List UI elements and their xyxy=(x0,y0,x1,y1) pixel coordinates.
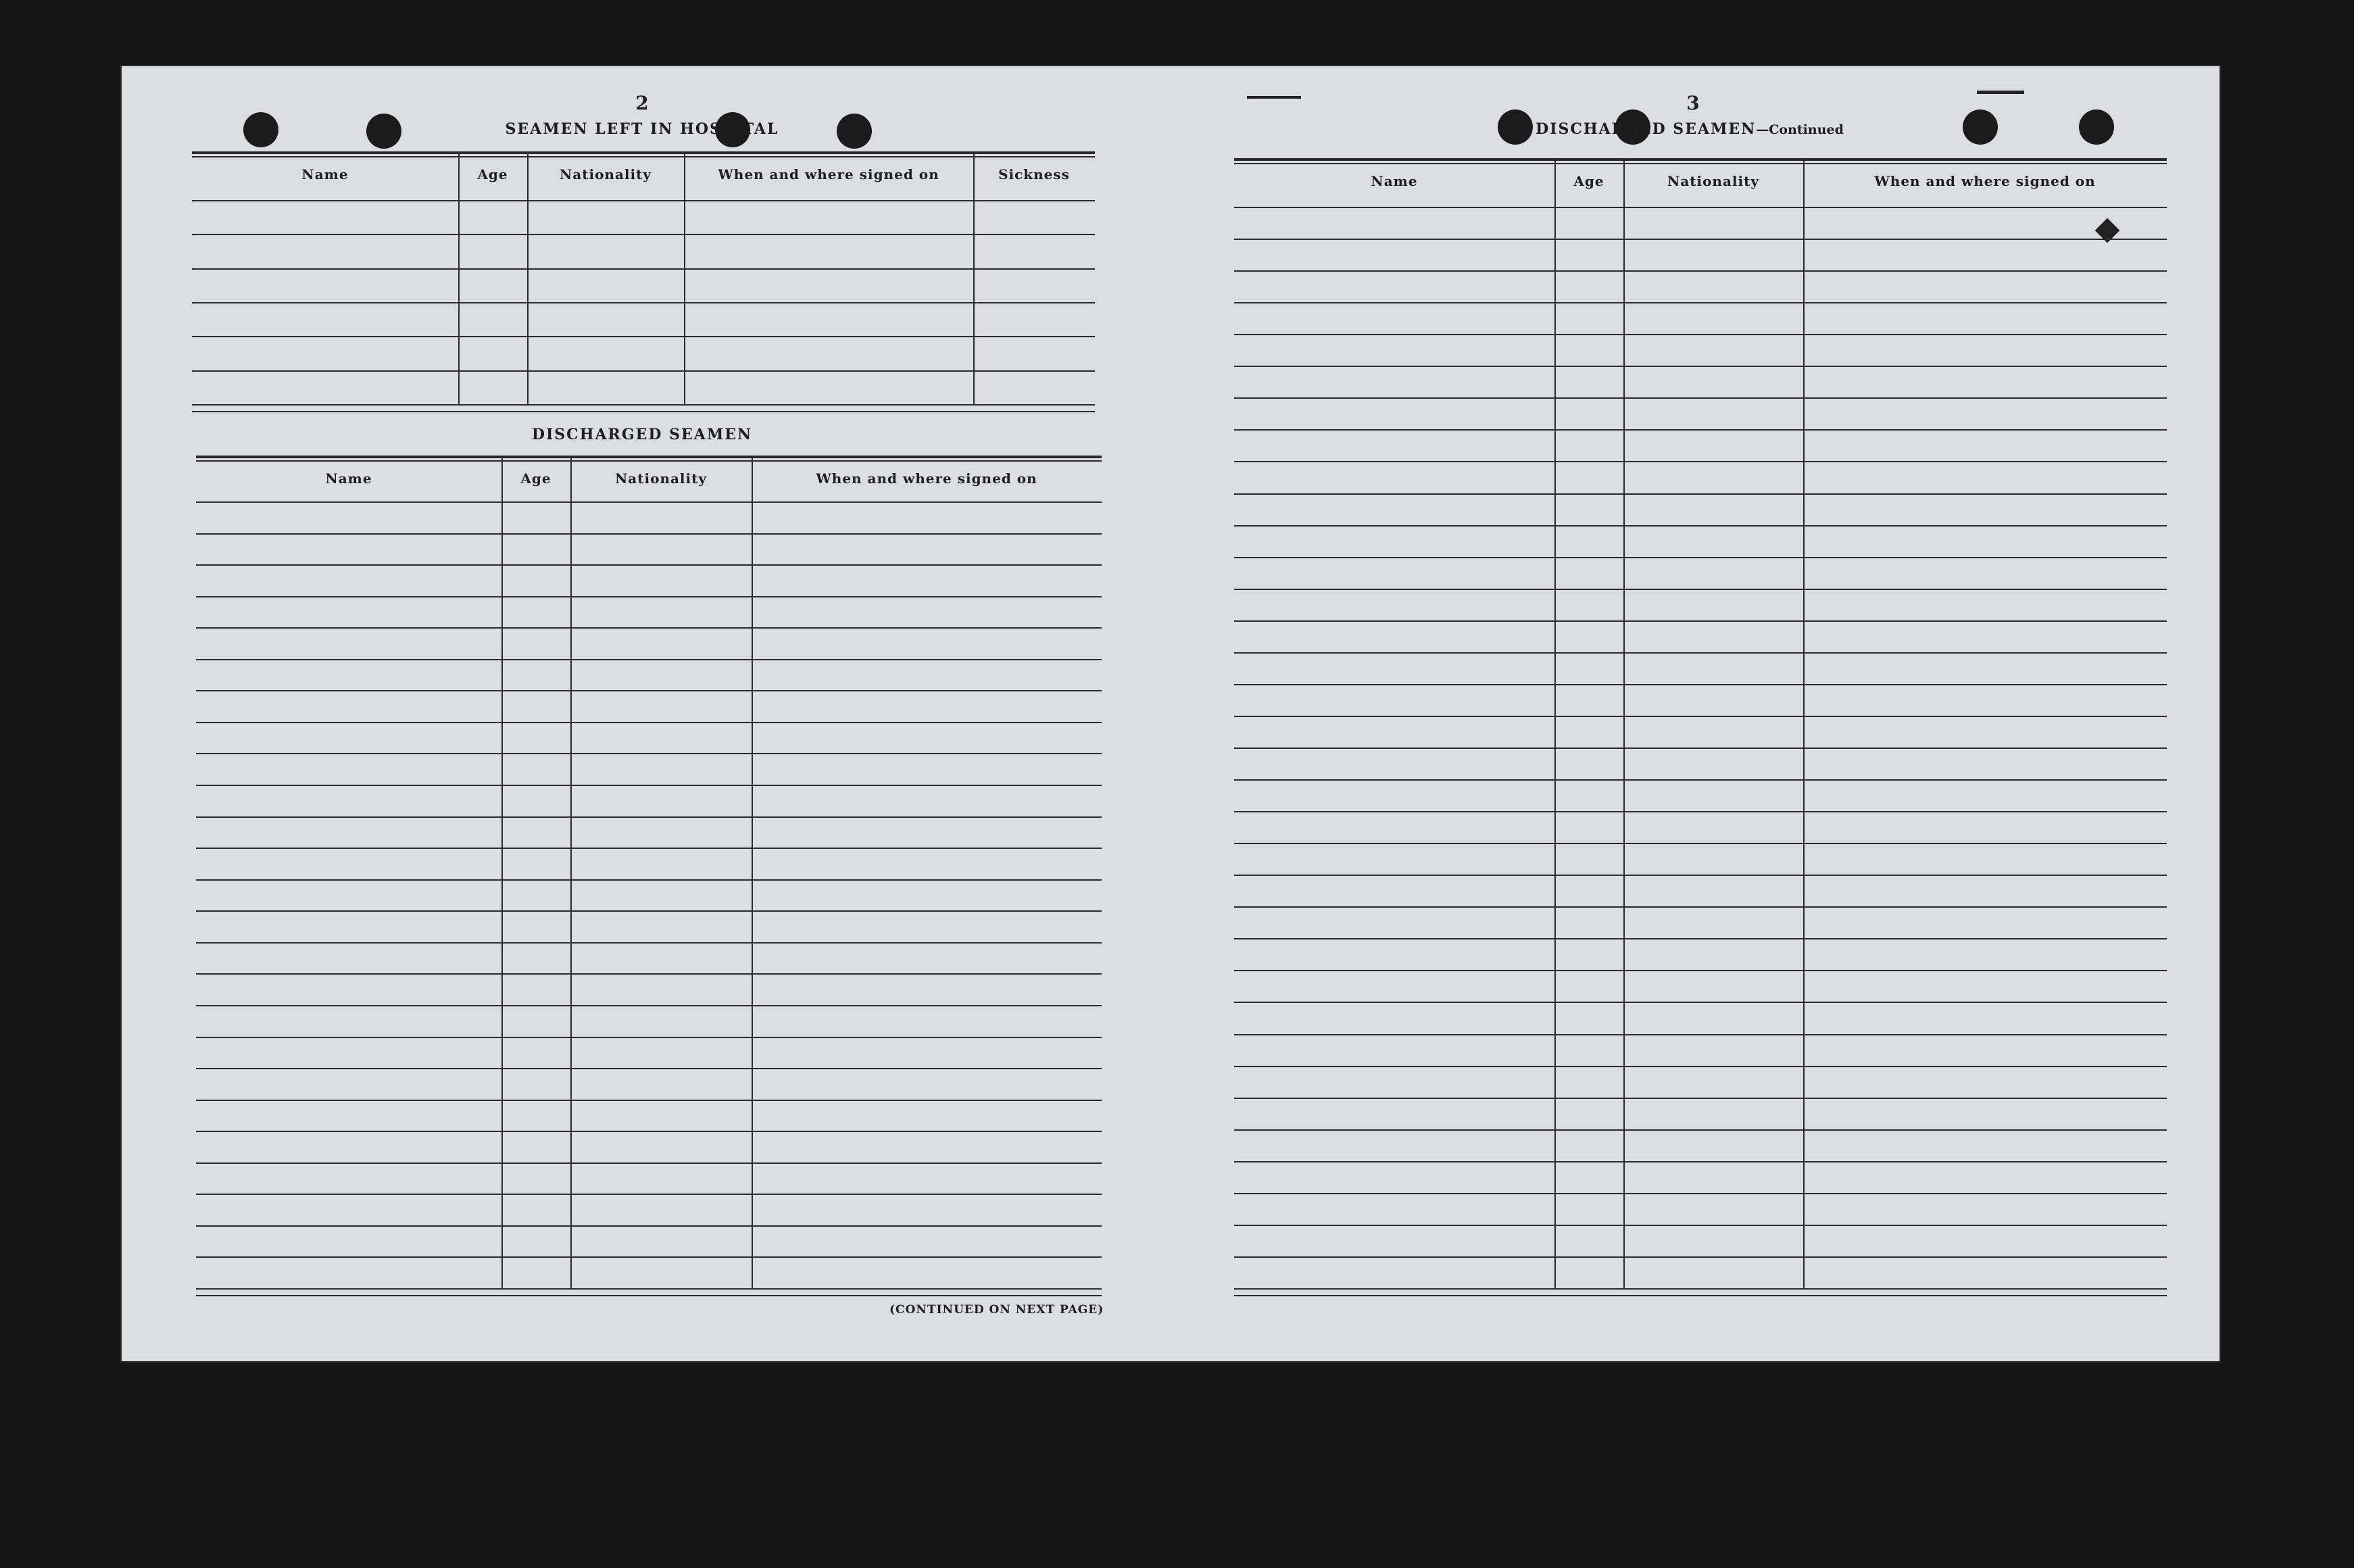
table-row xyxy=(1234,366,2167,367)
table-row xyxy=(192,336,1095,337)
table-row xyxy=(1234,1034,2167,1035)
table-row xyxy=(196,1131,1102,1132)
table-top-rule-thin xyxy=(192,156,1095,157)
table-row xyxy=(1234,1002,2167,1003)
table-row xyxy=(1234,1161,2167,1162)
table-row xyxy=(196,973,1102,975)
right-section-title-text: DISCHARGED SEAMEN xyxy=(1536,120,1757,138)
continued-footer: (CONTINUED ON NEXT PAGE) xyxy=(889,1303,1104,1317)
ink-mark xyxy=(1977,91,2024,94)
table-row xyxy=(1234,525,2167,526)
table-row xyxy=(1234,1256,2167,1258)
table-row xyxy=(196,659,1102,660)
table-row xyxy=(192,234,1095,235)
column-divider xyxy=(527,151,529,404)
table-top-rule-thin xyxy=(1234,163,2167,164)
table-top-rule xyxy=(1234,158,2167,161)
table-row xyxy=(196,1100,1102,1101)
discharged-section-title: DISCHARGED SEAMEN xyxy=(531,426,753,443)
column-header: Name xyxy=(301,166,349,182)
table-row xyxy=(1234,1288,2167,1290)
header-bottom-rule xyxy=(192,200,1095,201)
column-header: When and where signed on xyxy=(718,166,939,182)
table-row xyxy=(1234,1193,2167,1194)
table-row xyxy=(1234,429,2167,431)
table-row xyxy=(1234,589,2167,590)
punch-hole xyxy=(243,112,278,147)
table-row xyxy=(196,1162,1102,1164)
table-row xyxy=(196,1194,1102,1195)
column-divider xyxy=(501,456,503,1288)
punch-hole xyxy=(1963,109,1998,145)
right-section-title-suffix: —Continued xyxy=(1756,122,1844,137)
column-divider xyxy=(752,456,753,1288)
table-row xyxy=(196,1037,1102,1038)
table-row xyxy=(1234,1225,2167,1226)
table-row xyxy=(192,302,1095,303)
table-row xyxy=(196,879,1102,881)
table-row xyxy=(1234,334,2167,335)
table-row xyxy=(1234,716,2167,717)
column-divider xyxy=(570,456,572,1288)
column-header: Nationality xyxy=(615,470,707,487)
table-row xyxy=(1234,1129,2167,1131)
table-row xyxy=(1234,684,2167,685)
table-top-rule xyxy=(192,151,1095,154)
column-divider xyxy=(973,151,975,404)
column-divider xyxy=(1803,158,1805,1288)
column-divider xyxy=(1623,158,1625,1288)
table-row xyxy=(1234,302,2167,303)
table-row xyxy=(1234,938,2167,939)
column-header: Name xyxy=(325,470,372,487)
table-row xyxy=(1234,970,2167,971)
right-section-title xyxy=(1419,120,1960,138)
table-row xyxy=(1234,748,2167,749)
table-row xyxy=(1234,811,2167,812)
column-header: Age xyxy=(520,470,551,487)
table-row xyxy=(196,942,1102,944)
table-row xyxy=(192,268,1095,270)
column-divider xyxy=(458,151,460,404)
table-row xyxy=(1234,1098,2167,1099)
table-row xyxy=(196,753,1102,754)
header-bottom-rule xyxy=(1234,207,2167,208)
table-row xyxy=(1234,557,2167,558)
table-row xyxy=(192,370,1095,372)
table-row xyxy=(1234,397,2167,399)
table-row xyxy=(196,1225,1102,1227)
table-row xyxy=(1234,461,2167,462)
table-row xyxy=(1234,875,2167,876)
table-row xyxy=(1234,620,2167,622)
table-top-rule xyxy=(196,456,1102,458)
table-row xyxy=(196,627,1102,629)
column-divider xyxy=(1554,158,1556,1288)
table-row xyxy=(196,816,1102,818)
punch-hole xyxy=(366,114,401,149)
table-row xyxy=(196,690,1102,691)
column-header: Nationality xyxy=(1667,173,1759,189)
punch-hole xyxy=(2079,109,2114,145)
ink-mark xyxy=(1247,96,1301,99)
column-header: Sickness xyxy=(998,166,1070,182)
column-header: Name xyxy=(1371,173,1418,189)
table-row xyxy=(196,910,1102,912)
column-header: When and where signed on xyxy=(816,470,1037,487)
table-row xyxy=(196,596,1102,597)
column-header: Age xyxy=(477,166,508,182)
table-row xyxy=(1234,270,2167,272)
table-row xyxy=(196,564,1102,566)
table-top-rule-thin xyxy=(196,460,1102,462)
table-row xyxy=(1234,493,2167,495)
column-header: When and where signed on xyxy=(1874,173,2096,189)
table-row xyxy=(1234,239,2167,240)
table-row xyxy=(196,1068,1102,1069)
hospital-section-title: SEAMEN LEFT IN HOSPITAL xyxy=(505,120,779,138)
table-row xyxy=(1234,1066,2167,1067)
table-bottom-rule xyxy=(192,411,1095,412)
table-row xyxy=(1234,779,2167,781)
table-row xyxy=(196,1288,1102,1290)
column-header: Nationality xyxy=(560,166,652,182)
table-row xyxy=(1234,652,2167,654)
table-bottom-rule xyxy=(1234,1295,2167,1296)
table-row xyxy=(196,533,1102,535)
table-row xyxy=(196,1256,1102,1258)
column-divider xyxy=(684,151,685,404)
ledger-sheet xyxy=(122,66,2220,1361)
table-bottom-rule xyxy=(196,1295,1102,1296)
table-row xyxy=(1234,843,2167,844)
header-bottom-rule xyxy=(196,501,1102,503)
page-number-left: 2 xyxy=(635,92,649,114)
table-row xyxy=(196,785,1102,786)
table-row xyxy=(196,1005,1102,1006)
table-row xyxy=(196,722,1102,723)
table-row xyxy=(196,848,1102,849)
table-row xyxy=(192,404,1095,406)
column-header: Age xyxy=(1573,173,1604,189)
table-row xyxy=(1234,906,2167,908)
page-number-right: 3 xyxy=(1686,92,1700,114)
